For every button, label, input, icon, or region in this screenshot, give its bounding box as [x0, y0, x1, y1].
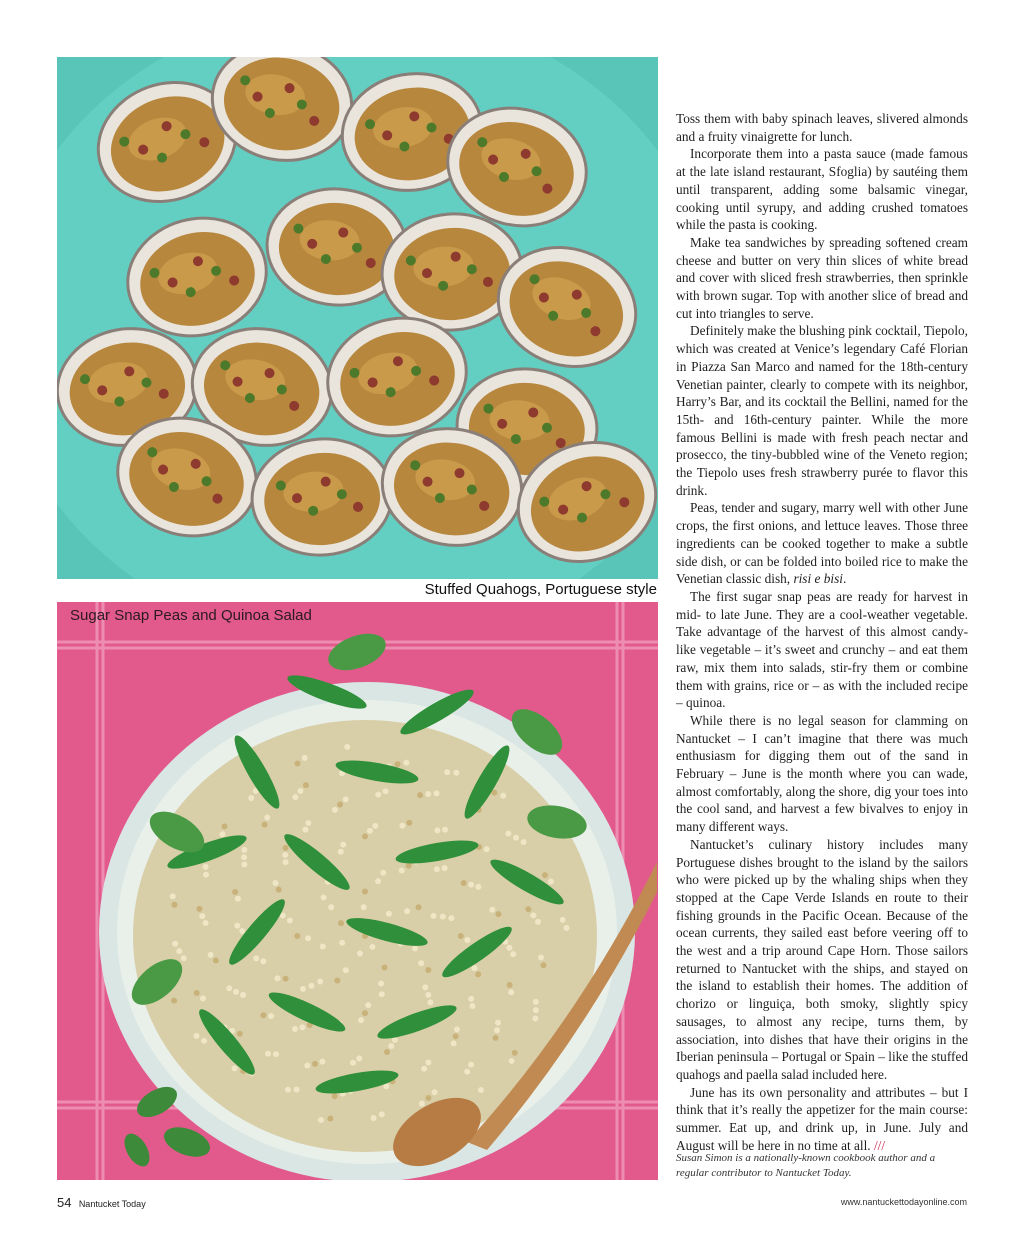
footer-url: www.nantuckettodayonline.com — [840, 1197, 967, 1207]
article-paragraph: Toss them with baby spinach leaves, slivered almonds and a fruity vinaigrette for lunch. — [676, 111, 968, 144]
article-body — [676, 110, 968, 1154]
italic-dish-name: risi e bisi — [793, 571, 843, 587]
paragraph-text: Peas, tender and sugary, marry well with other June crops, the first onions, and lettuce leaves. Those three ingredients can be cooked together to make a subtle side dish, or can be folded into boiled rice to make the Venetian classic dish, — [676, 500, 968, 587]
article-paragraph: Make tea sandwiches by spreading softened cream cheese and butter on very thin slices of white bread and cover with sliced fresh strawberries, then sprinkle with brown sugar. Top with another slice of bread and cut into triangles to serve. — [676, 234, 968, 321]
photo-quinoa-salad — [57, 602, 658, 1180]
article-paragraph — [676, 1084, 968, 1155]
article-paragraph — [676, 499, 968, 588]
paragraph-text: June has its own personality and attributes – but I think that it’s really the appetizer for the main course: summer. Eat up, and drink up, in June. July and August will be here in no time at all. — [676, 1084, 968, 1153]
article-paragraph: While there is no legal season for clamming on Nantucket – I can’t imagine that there was much enthusiasm for digging them out of the sand in February – June is the month where you can wade, almost comfortably, along the shore, dig your toes into the cool sand, and harvest a few bivalves to enjoy in many different ways. — [676, 712, 968, 835]
photo-stuffed-quahogs — [57, 57, 658, 579]
period: . — [842, 571, 847, 587]
page-number: 54 — [57, 1195, 72, 1210]
caption-salad: Sugar Snap Peas and Quinoa Salad — [70, 607, 312, 624]
end-mark: /// — [873, 1137, 886, 1153]
article-paragraph: Nantucket’s culinary history includes many Portuguese dishes brought to the island by the sailors who were picked up by the whaling ships when they stopped at the Cape Verde Islands en route to their fishing grounds in the Pacific Ocean. Because of the ocean currents, they sailed east before veering off to the west and a trip around Cape Horn. Those sailors returned to Nantucket with the ships, and stayed on the island to establish their homes. The addition of chorizo or linguiça, both smoky, slightly spicy sausages, to almost any recipe, turns them, by association, into dishes that have their origins in the Iberian peninsula – Portugal or Spain – like the stuffed quahogs and paella salad included here. — [676, 836, 968, 1082]
quahogs-illustration — [57, 57, 658, 579]
article-paragraph: Incorporate them into a pasta sauce (made famous at the late island restaurant, Sfoglia) by sautéing them until transparent, adding some balsamic vinegar, cooking until syrupy, and adding crushed tomatoes while the pasta is cooking. — [676, 146, 968, 233]
author-bio: Susan Simon is a nationally-known cookbook author and a regular contributor to Nantucket Today. — [676, 1152, 936, 1179]
article-paragraph: Definitely make the blushing pink cocktail, Tiepolo, which was created at Venice’s legendary Café Florian in Piazza San Marco and named for the 18th-century Venetian painter, clearly to compete with its neighbor, Harry’s Bar, and its cocktail the Bellini, named for the 15th- and 16th-century painter. While the more famous Bellini is made with fresh peach nectar and prosecco, the tiny-bubbled wine of the Veneto region; the Tiepolo uses fresh strawberry purée to flavor this drink. — [676, 323, 968, 498]
salad-illustration — [57, 602, 658, 1180]
publication-name: Nantucket Today — [78, 1199, 146, 1209]
caption-quahogs: Stuffed Quahogs, Portuguese style — [424, 581, 657, 598]
footer-folio — [57, 1195, 146, 1210]
article-paragraph: The first sugar snap peas are ready for harvest in mid- to late June. They are a cool-weather vegetable. Take advantage of the harvest of this almost candy-like vegetable – it’s sweet and crunchy – and eat them raw, mix them into salads, stir-fry them or combine them with grains, rice or – as with the included recipe – quinoa. — [676, 588, 968, 711]
